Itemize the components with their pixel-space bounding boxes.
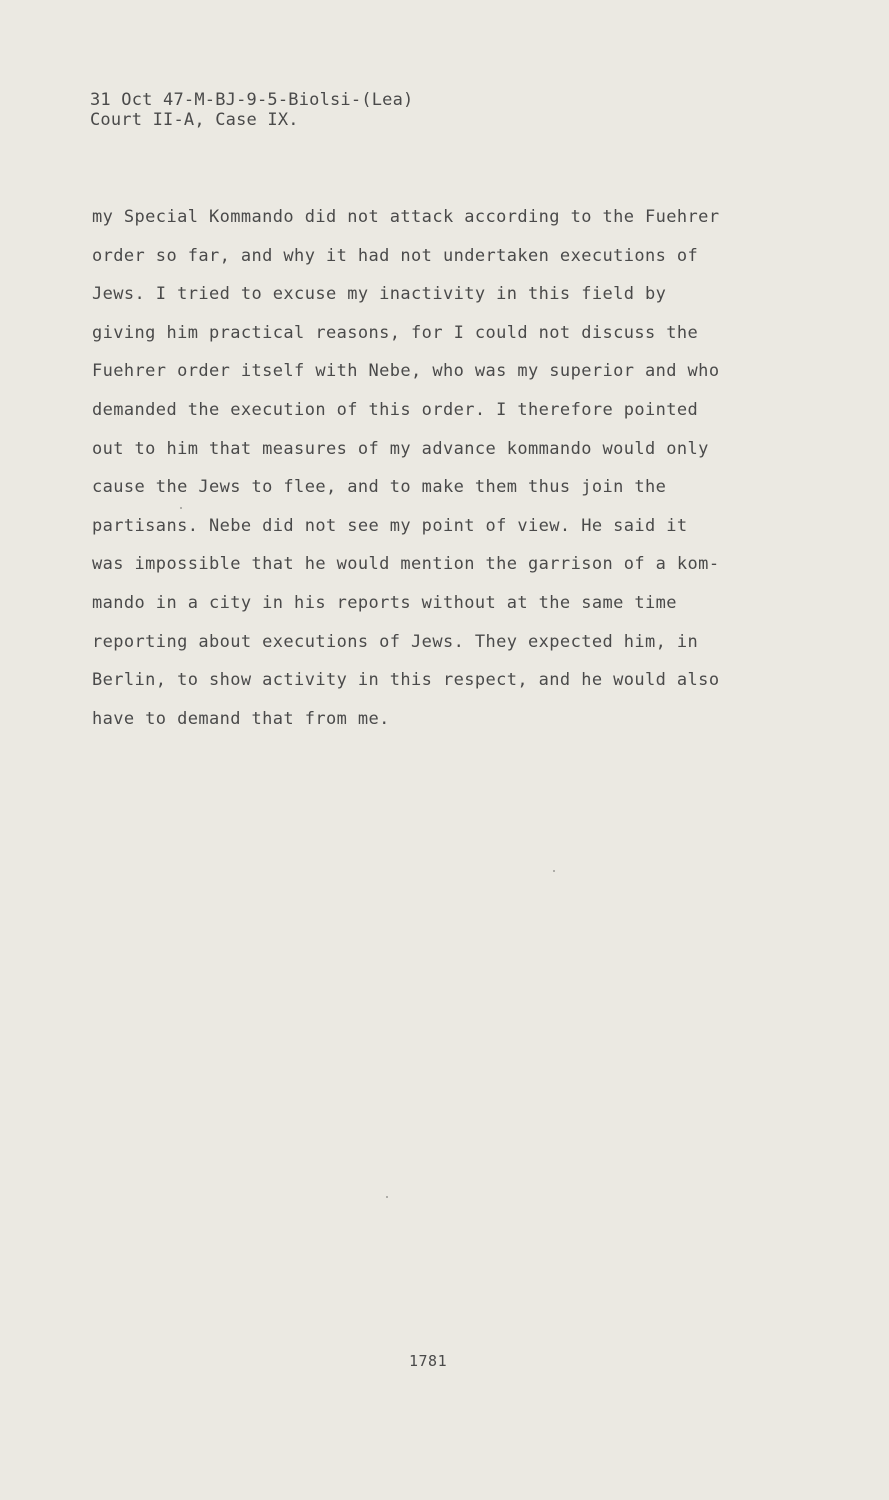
paper-speck xyxy=(386,1196,388,1198)
body-line: partisans. Nebe did not see my point of view. He said it xyxy=(92,515,688,536)
body-line: Fuehrer order itself with Nebe, who was my superior and who xyxy=(92,361,720,382)
body-line: out to him that measures of my advance kommando would only xyxy=(92,438,709,459)
header-court-line: Court II-A, Case IX. xyxy=(90,110,299,130)
body-line: reporting about executions of Jews. They expected him, in xyxy=(92,631,699,652)
paper-speck xyxy=(180,507,182,509)
body-line: Jews. I tried to excuse my inactivity in this field by xyxy=(92,284,667,305)
body-line: mando in a city in his reports without at the same time xyxy=(92,592,677,613)
body-line: cause the Jews to flee, and to make them thus join the xyxy=(92,477,667,498)
page-number: 1781 xyxy=(409,1352,448,1370)
document-header xyxy=(90,90,413,130)
body-line: have to demand that from me. xyxy=(92,708,390,729)
body-line: was impossible that he would mention the garrison of a kom- xyxy=(92,554,720,575)
body-line: Berlin, to show activity in this respect, and he would also xyxy=(92,670,720,691)
body-line: order so far, and why it had not undertaken executions of xyxy=(92,245,699,266)
body-line: giving him practical reasons, for I could not discuss the xyxy=(92,322,699,343)
body-line: my Special Kommando did not attack according to the Fuehrer xyxy=(92,207,720,227)
body-line: demanded the execution of this order. I therefore pointed xyxy=(92,399,699,420)
header-reference-line: 31 Oct 47-M-BJ-9-5-Biolsi-(Lea) xyxy=(90,90,414,110)
paper-speck xyxy=(553,870,555,872)
transcript-body xyxy=(92,198,792,738)
